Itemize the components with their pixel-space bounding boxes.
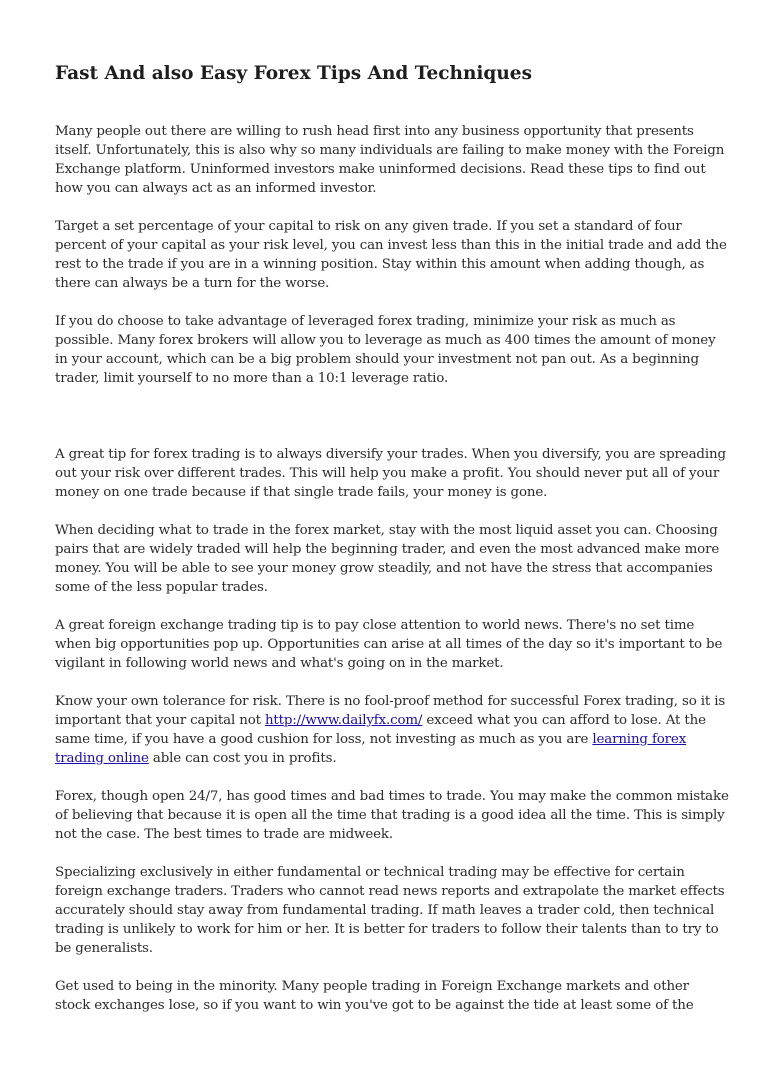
text-segment: able can cost you in profits. [148, 751, 337, 766]
text-line: foreign exchange traders. Traders who cannot read news reports and extrapolate the market effects [55, 884, 725, 899]
text-line: stock exchanges lose, so if you want to win you've got to be against the tide at least some of the [55, 998, 694, 1013]
text-line [55, 749, 715, 768]
paragraph-risk-tolerance [55, 692, 726, 768]
paragraph-diversify [55, 445, 726, 502]
text-line: percent of your capital as your risk level, you can invest less than this in the initial trade and add the [55, 238, 727, 253]
text-line: Target a set percentage of your capital to risk on any given trade. If you set a standard of four [55, 219, 682, 234]
learning-forex-link[interactable]: learning forex [592, 732, 687, 747]
text-segment: same time, if you have a good cushion for loss, not investing as much as you are [55, 732, 593, 747]
paragraph-leverage [55, 312, 715, 388]
trading-online-link[interactable]: trading online [55, 751, 149, 766]
text-line: A great foreign exchange trading tip is to pay close attention to world news. There's no set time [55, 618, 695, 633]
paragraph-liquid-asset [55, 521, 720, 597]
text-line: Specializing exclusively in either fundamental or technical trading may be effective for certain [55, 865, 685, 880]
text-segment: exceed what you can afford to lose. At the [422, 713, 706, 728]
text-line: pairs that are widely traded will help the beginning trader, and even the most advanced make more [55, 542, 720, 557]
text-line: If you do choose to take advantage of leveraged forex trading, minimize your risk as much as [55, 314, 676, 329]
text-line: money on one trade because if that single trade fails, your money is gone. [55, 485, 548, 500]
text-line [55, 711, 715, 730]
text-line: Get used to being in the minority. Many people trading in Foreign Exchange markets and other [55, 979, 689, 994]
text-line: trader, limit yourself to no more than a 10:1 leverage ratio. [55, 371, 449, 386]
text-line: in your account, which can be a big problem should your investment not pan out. As a beginning [55, 352, 699, 367]
document-title: Fast And also Easy Forex Tips And Techniques [55, 63, 532, 84]
text-line: not the case. The best times to trade are midweek. [55, 827, 393, 842]
text-line: some of the less popular trades. [55, 580, 268, 595]
text-line: vigilant in following world news and what's going on in the market. [55, 656, 504, 671]
text-line: Exchange platform. Uninformed investors make uninformed decisions. Read these tips to find out [55, 162, 706, 177]
text-segment: important that your capital not [55, 713, 265, 728]
paragraph-risk-percentage [55, 217, 727, 293]
text-line: trading is unlikely to work for him or her. It is better for traders to follow their talents than to try to [55, 922, 719, 937]
text-line: be generalists. [55, 941, 153, 956]
text-line: out your risk over different trades. This will help you make a profit. You should never put all of your [55, 466, 720, 481]
text-line: A great tip for forex trading is to always diversify your trades. When you diversify, you are spreading [55, 447, 726, 462]
paragraph-minority [55, 977, 715, 1015]
text-line: Many people out there are willing to rush head first into any business opportunity that presents [55, 124, 694, 139]
dailyfx-link[interactable]: http://www.dailyfx.com/ [264, 713, 423, 728]
document-body [55, 122, 729, 1034]
text-line: of believing that because it is open all the time that trading is a good idea all the time. This is simply [55, 808, 725, 823]
text-line: accurately should stay away from fundamental trading. If math leaves a trader cold, then technical [55, 903, 715, 918]
text-line: Forex, though open 24/7, has good times and bad times to trade. You may make the common mistake [55, 789, 729, 804]
paragraph-trading-times [55, 787, 729, 844]
text-line: Know your own tolerance for risk. There is no fool-proof method for successful Forex trading, so it is [55, 694, 726, 709]
text-line: itself. Unfortunately, this is also why so many individuals are failing to make money with the Foreign [55, 143, 725, 158]
text-line: When deciding what to trade in the forex market, stay with the most liquid asset you can. Choosing [55, 523, 718, 538]
text-line [55, 730, 715, 749]
paragraph-specializing [55, 863, 725, 958]
text-line: rest to the trade if you are in a winning position. Stay within this amount when adding though, as [55, 257, 705, 272]
text-line: money. You will be able to see your money grow steadily, and not have the stress that accompanies [55, 561, 713, 576]
text-line: how you can always act as an informed investor. [55, 181, 377, 196]
paragraph-intro [55, 122, 725, 198]
text-line: possible. Many forex brokers will allow you to leverage as much as 400 times the amount of money [55, 333, 716, 348]
text-line: there can always be a turn for the worse. [55, 276, 330, 291]
paragraph-world-news [55, 616, 723, 673]
text-line: when big opportunities pop up. Opportunities can arise at all times of the day so it's important to be [55, 637, 723, 652]
